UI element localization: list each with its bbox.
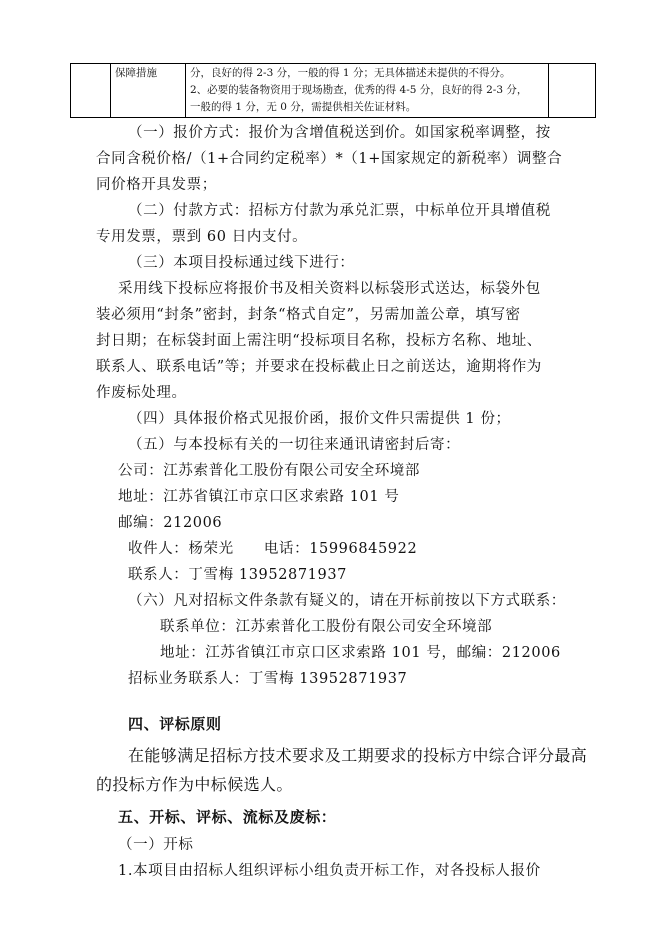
text-line: 的投标方作为中标候选人。 <box>96 775 293 794</box>
text-line: （三）本项目投标通过线下进行： <box>128 255 355 271</box>
text-line: 招标业务联系人：丁雪梅 13952871937 <box>128 671 408 687</box>
text-line: 封日期；在标袋封面上需注明“投标项目名称，投标方名称、地址、 <box>96 333 542 349</box>
text-line: （四）具体报价格式见报价函，报价文件只需提供 1 份； <box>128 411 511 427</box>
text-line: 邮编：212006 <box>118 515 223 531</box>
text-line: 在能够满足招标方技术要求及工期要求的投标方中综合评分最高 <box>128 746 588 765</box>
text-line: 采用线下投标应将报价书及相关资料以标袋形式送达，标袋外包 <box>118 281 541 297</box>
text-line: （五）与本投标有关的一切往来通讯请密封后寄： <box>128 437 461 453</box>
text-line: 同价格开具发票； <box>96 177 217 193</box>
text-line: 合同含税价格/（1+合同约定税率）*（1+国家规定的新税率）调整合 <box>96 151 563 167</box>
text-line: 作废标处理。 <box>96 385 187 401</box>
table-criteria <box>186 64 549 118</box>
text-line: 地址：江苏省镇江市京口区求索路 101 号，邮编：212006 <box>160 645 561 661</box>
criteria-line: 分，良好的得 2-3 分，一般的得 1 分；无具体描述未提供的不得分。 <box>190 67 511 79</box>
text-line: （二）付款方式：招标方付款为承兑汇票，中标单位开具增值税 <box>128 203 551 219</box>
text-line: 装必须用“封条”密封，封条“格式自定”，另需加盖公章，填写密 <box>96 307 521 323</box>
text-line: 收件人：杨荣光 电话：15996845922 <box>128 541 418 557</box>
text-line: 联系单位：江苏索普化工股份有限公司安全环境部 <box>160 619 493 635</box>
scoring-table <box>70 63 596 118</box>
text-line: 地址：江苏省镇江市京口区求索路 101 号 <box>118 489 400 505</box>
table-cell-score <box>549 64 596 118</box>
text-line: 专用发票，票到 60 日内支付。 <box>96 229 308 245</box>
text-line: （一）报价方式：报价为含增值税送到价。如国家税率调整，按 <box>128 125 551 141</box>
table-cell-empty <box>71 64 111 118</box>
text-line: 联系人：丁雪梅 13952871937 <box>128 567 347 583</box>
criteria-line: 2、必要的装备物资用于现场勘查，优秀的得 4-5 分，良好的得 2-3 分， <box>190 84 528 96</box>
criteria-line: 一般的得 1 分，无 0 分，需提供相关佐证材料。 <box>190 101 417 113</box>
text-line: 联系人、联系电话”等；并要求在投标截止日之前送达，逾期将作为 <box>96 359 542 375</box>
text-line: （六）凡对招标文件条款有疑义的，请在开标前按以下方式联系： <box>128 593 566 609</box>
text-line: 1.本项目由招标人组织评标小组负责开标工作，对各投标人报价 <box>118 863 541 879</box>
text-line: 公司：江苏索普化工股份有限公司安全环境部 <box>118 463 420 479</box>
section-heading: 四、评标原则 <box>128 715 222 733</box>
subsection-heading: （一）开标 <box>118 837 194 853</box>
section-heading: 五、开标、评标、流标及废标： <box>118 808 337 826</box>
table-category: 保障措施 <box>111 64 186 118</box>
